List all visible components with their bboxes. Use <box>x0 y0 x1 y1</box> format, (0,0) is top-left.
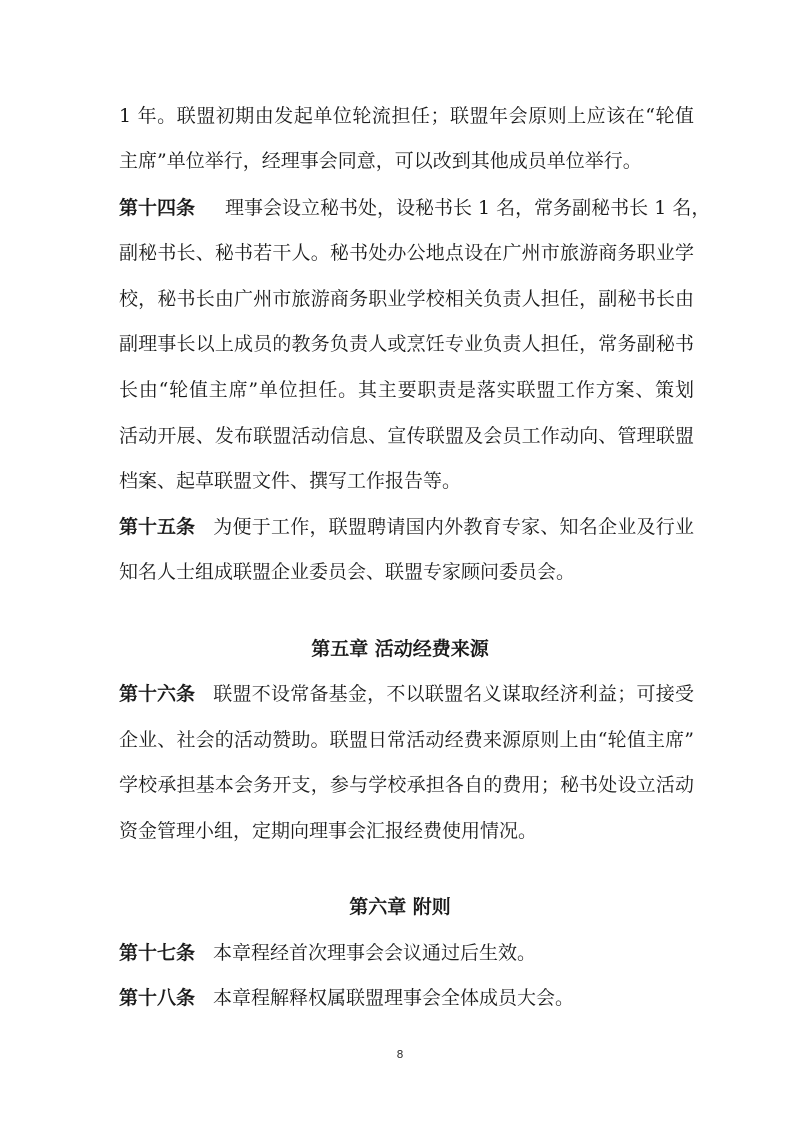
body-line: 长由“轮值主席”单位担任。其主要职责是落实联盟工作方案、策划 <box>119 379 694 401</box>
article-17-label: 第十七条 <box>119 942 196 964</box>
chapter-heading: 第五章 活动经费来源 <box>311 638 489 660</box>
body-line: 资金管理小组，定期向理事会汇报经费使用情况。 <box>119 820 538 842</box>
article-15-label: 第十五条 <box>119 516 196 538</box>
article-18-line <box>119 986 694 1010</box>
body-line: 知名人士组成联盟企业委员会、联盟专家顾问委员会。 <box>119 561 576 583</box>
article-16-label: 第十六条 <box>119 683 196 705</box>
body-line: 企业、社会的活动赞助。联盟日常活动经费来源原则上由“轮值主席” <box>119 729 694 751</box>
article-17-line <box>119 941 694 965</box>
article-18-label: 第十八条 <box>119 987 196 1009</box>
body-line: 副理事长以上成员的教务负责人或烹饪专业负责人担任，常务副秘书 <box>119 333 694 355</box>
body-line: 校，秘书长由广州市旅游商务职业学校相关负责人担任，副秘书长由 <box>119 288 694 310</box>
chapter-heading: 第六章 附则 <box>349 896 451 918</box>
article-15-text: 为便于工作，联盟聘请国内外教育专家、知名企业及行业 <box>213 516 694 538</box>
article-15-first-line <box>119 515 694 539</box>
article-17-text: 本章程经首次理事会会议通过后生效。 <box>213 942 537 964</box>
body-line: 档案、起草联盟文件、撰写工作报告等。 <box>119 470 462 492</box>
body-line: 副秘书长、秘书若干人。秘书处办公地点设在广州市旅游商务职业学 <box>119 242 694 264</box>
article-16-text: 联盟不设常备基金，不以联盟名义谋取经济利益；可接受 <box>213 683 694 705</box>
body-line: 学校承担基本会务开支，参与学校承担各自的费用；秘书处设立活动 <box>119 774 694 796</box>
article-14-text: 理事会设立秘书处，设秘书长 1 名，常务副秘书长 1 名， <box>225 197 711 219</box>
page-number: 8 <box>396 1048 404 1061</box>
body-line: 1 年。联盟初期由发起单位轮流担任；联盟年会原则上应该在“轮值 <box>119 105 694 127</box>
article-14-label: 第十四条 <box>119 197 196 219</box>
body-line: 主席”单位举行，经理事会同意，可以改到其他成员单位举行。 <box>119 150 642 172</box>
body-line: 活动开展、发布联盟活动信息、宣传联盟及会员工作动向、管理联盟 <box>119 425 694 447</box>
article-18-text: 本章程解释权属联盟理事会全体成员大会。 <box>213 987 575 1009</box>
article-14-first-line <box>119 196 711 220</box>
article-16-first-line <box>119 682 694 706</box>
